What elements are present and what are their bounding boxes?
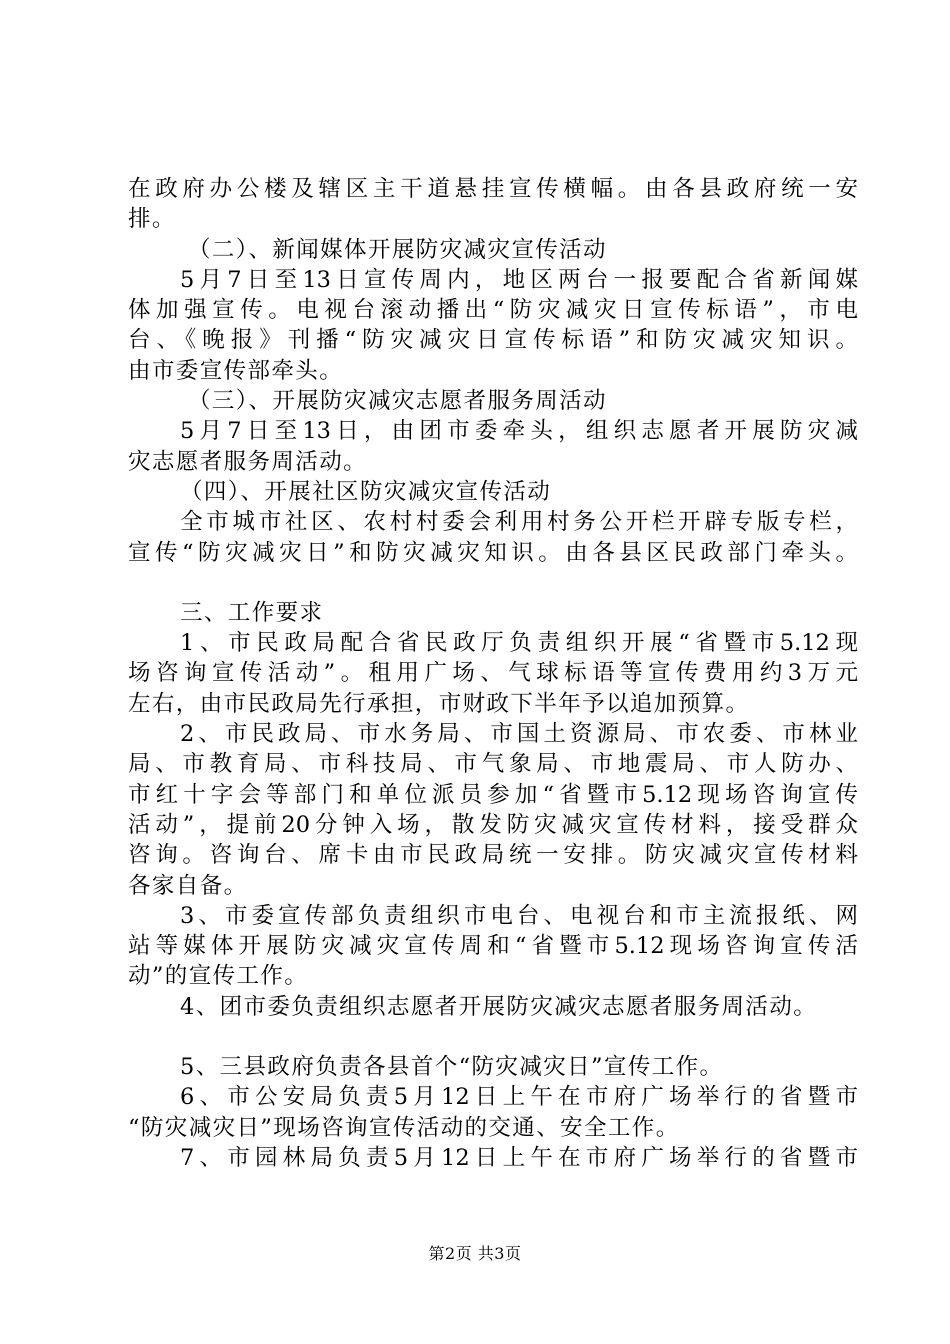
paragraph-line: 宣传“防灾减灾日”和防灾减灾知识。由各县区民政部门牵头。 <box>128 539 858 566</box>
paragraph-line: 5月7日至13日宣传周内，地区两台一报要配合省新闻媒 <box>180 266 858 293</box>
paragraph-line: 7、市园林局负责5月12日上午在市府广场举行的省暨市 <box>180 1144 858 1171</box>
paragraph-line: 动”的宣传工作。 <box>128 963 309 990</box>
paragraph-line: 局、市教育局、市科技局、市气象局、市地震局、市人防办、 <box>128 751 858 778</box>
section-heading-2: （二）、新闻媒体开展防灾减灾宣传活动 <box>188 236 607 263</box>
paragraph-line: 1、市民政局配合省民政厅负责组织开展“省暨市5.12现 <box>180 630 858 657</box>
paragraph-line: 灾志愿者服务周活动。 <box>128 448 368 475</box>
paragraph-line: 站等媒体开展防灾减灾宣传周和“省暨市5.12现场咨询宣传活 <box>128 933 858 960</box>
paragraph-line: 2、市民政局、市水务局、市国土资源局、市农委、市林业 <box>180 721 858 748</box>
paragraph-gap <box>128 568 858 598</box>
paragraph-line: 5月7日至13日，由团市委牵头，组织志愿者开展防灾减 <box>180 418 858 445</box>
paragraph-line: 台、《晚报》刊播“防灾减灾日宣传标语”和防灾减灾知识。 <box>128 327 858 354</box>
paragraph-line: 场咨询宣传活动”。租用广场、气球标语等宣传费用约3万元 <box>128 660 858 687</box>
paragraph-line: 左右，由市民政局先行承担，市财政下半年予以追加预算。 <box>128 690 750 717</box>
page-number-footer: 第2页 共3页 <box>428 1244 522 1263</box>
section-heading-main: 三、工作要求 <box>180 599 324 626</box>
paragraph-line: 4、团市委负责组织志愿者开展防灾减灾志愿者服务周活动。 <box>180 993 818 1020</box>
paragraph-line: 市红十字会等部门和单位派员参加“省暨市5.12现场咨询宣传 <box>128 781 858 808</box>
document-body <box>128 174 858 1173</box>
paragraph-line: 排。 <box>128 206 176 233</box>
paragraph-line: 活动”，提前20分钟入场，散发防灾减灾宣传材料，接受群众 <box>128 811 858 838</box>
paragraph-line: 体加强宣传。电视台滚动播出“防灾减灾日宣传标语”，市电 <box>128 297 858 324</box>
paragraph-line: “防灾减灾日”现场咨询宣传活动的交通、安全工作。 <box>128 1114 680 1141</box>
section-heading-4: （四）、开展社区防灾减灾宣传活动 <box>180 478 552 505</box>
paragraph-line: 5、三县政府负责各县首个“防灾减灾日”宣传工作。 <box>180 1054 724 1081</box>
paragraph-line: 3、市委宣传部负责组织市电台、电视台和市主流报纸、网 <box>180 902 858 929</box>
paragraph-gap <box>128 1022 858 1052</box>
section-heading-3: （三）、开展防灾减灾志愿者服务周活动 <box>188 388 607 415</box>
paragraph-line: 咨询。咨询台、席卡由市民政局统一安排。防灾减灾宣传材料 <box>128 842 858 869</box>
paragraph-line: 由市委宣传部牵头。 <box>128 357 344 384</box>
paragraph-line: 6、市公安局负责5月12日上午在市府广场举行的省暨市 <box>180 1084 858 1111</box>
paragraph-line: 全市城市社区、农村村委会利用村务公开栏开辟专版专栏， <box>180 509 858 536</box>
paragraph-line: 各家自备。 <box>128 872 248 899</box>
paragraph-line: 在政府办公楼及辖区主干道悬挂宣传横幅。由各县政府统一安 <box>128 176 858 202</box>
